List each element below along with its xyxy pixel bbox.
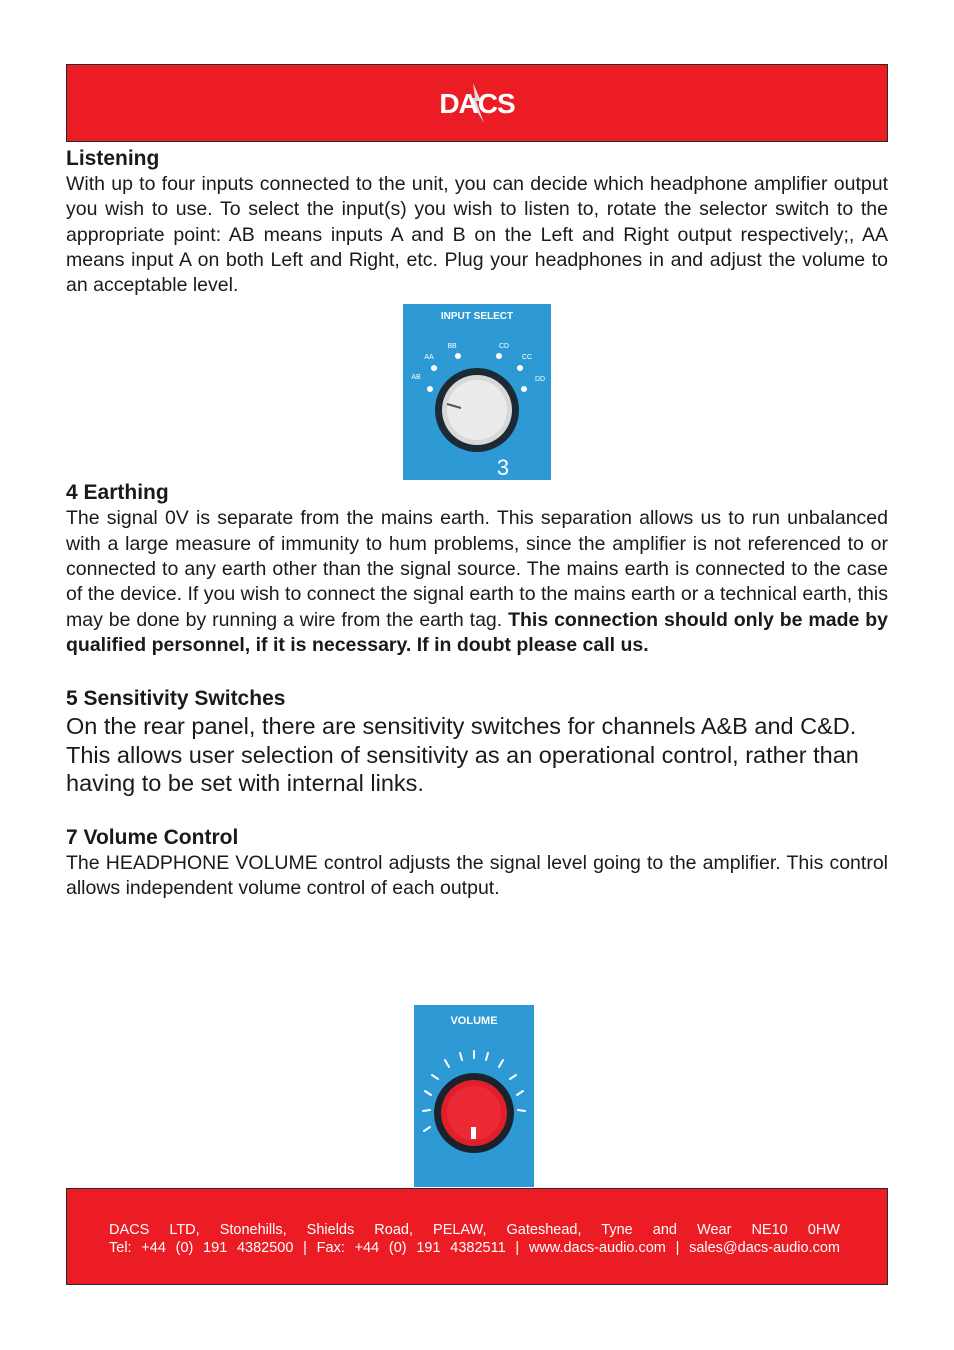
position-aa-label: AA <box>424 354 434 362</box>
position-bb-label: BB <box>447 343 457 351</box>
volume-body: The HEADPHONE VOLUME control adjusts the signal level going to the amplifier. This control allows independent volume control of each output. <box>66 851 888 900</box>
earthing-text: The signal 0V is separate from the mains earth. This separation allows us to run unbalanced with a large measure of immunity to hum problems, since the amplifier is not referenced to or connected to any earth other than the signal source. The mains earth is connected to the case of the device. If you wish to connect the signal earth to the mains earth or a technical earth, this may be done by running a wire from the earth tag. <box>66 507 888 631</box>
position-cc-label: CC <box>521 354 533 362</box>
input-select-label: INPUT SELECT <box>440 311 514 323</box>
panel-number-label: 3 <box>496 455 510 481</box>
section-title-earthing: 4 Earthing <box>66 481 169 505</box>
input-select-panel-image <box>403 304 551 480</box>
earthing-warning: This connection should only be made by qualified personnel, if it is necessary. If in doubt please call us. <box>66 608 888 656</box>
sensitivity-body: On the rear panel, there are sensitivity switches for channels A&B and C&D. This allows user selection of sensitivity as an operational control, rather than having to be set with internal links. <box>66 713 859 797</box>
position-ab-label: AB <box>411 374 421 382</box>
volume-panel-label: VOLUME <box>450 1015 498 1027</box>
listening-body: With up to four inputs connected to the unit, you can decide which headphone amplifier output you wish to use. To select the input(s) you wish to listen to, rotate the selector switch to the appropriate point: AB means inputs A and B on the Left and Right output respectively;, AA means input A on both Left and Right, etc. Plug your headphones in and adjust the volume to an acceptable level. <box>66 173 888 297</box>
section-title-volume: 7 Volume Control <box>66 825 239 849</box>
position-cd-label: CD <box>498 343 510 351</box>
page-content <box>66 146 888 901</box>
logo-text: DACS <box>439 88 515 119</box>
position-dd-label: DD <box>534 376 546 384</box>
volume-panel-image <box>414 1005 534 1187</box>
footer-contact: Tel: +44 (0) 191 4382500 | Fax: +44 (0) 191 4382511 | www.dacs-audio.com | sales@dacs-audio.com <box>109 1240 840 1256</box>
section-title-listening: Listening <box>66 147 160 170</box>
dacs-logo <box>429 81 525 125</box>
header-banner <box>66 64 888 142</box>
earthing-body <box>66 506 888 658</box>
footer-banner <box>66 1188 888 1285</box>
section-title-sensitivity: 5 Sensitivity Switches <box>66 687 286 711</box>
footer-address: DACS LTD, Stonehills, Shields Road, PELAW, Gateshead, Tyne and Wear NE10 0HW <box>109 1222 840 1238</box>
